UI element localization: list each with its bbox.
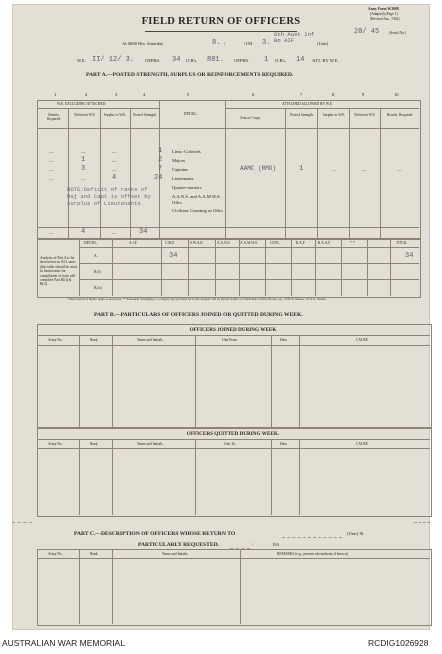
hdr-reinfts-right: Reinfts. Required. — [386, 113, 414, 117]
part-c-col-remarks: REMARKS (e.g., present whereabouts if known). — [277, 552, 349, 556]
reinfts-majors: — — [49, 158, 54, 163]
total-posted: 34 — [139, 228, 148, 236]
posted-majors: 2 — [158, 156, 163, 164]
joined-col-rank: Rank. — [90, 338, 99, 342]
group-right-label: ATTACHED ALLOWED BY W.E. — [282, 102, 333, 106]
posted-lt-col: 1 — [158, 147, 163, 155]
ors-value-2: 14 — [296, 56, 305, 64]
posted-captains: 7 — [158, 165, 163, 173]
offrs-label-2: OFFRS. — [234, 58, 250, 63]
quitted-col-date: Date. — [280, 442, 288, 446]
detail-col-swae: S.W.A.E. — [190, 241, 204, 245]
reinfts-lieutenants: — — [49, 176, 54, 181]
total-reinfts: — — [49, 230, 54, 235]
footer-id: RCDIG1026928 — [368, 638, 429, 648]
form-ref-line2: (Adapted) (Page 1) — [370, 12, 398, 16]
deficient-majors: 1 — [81, 156, 86, 164]
detail-col-cmf: C.M.F. — [165, 241, 175, 245]
we-value: II/ 12/ 3. — [92, 56, 135, 64]
part-c-title-2: PARTICULARLY REQUESTED. — [138, 542, 220, 548]
joined-title: OFFICERS JOINED DURING WEEK — [189, 327, 277, 333]
att-label: ATT. BY W.E. — [312, 58, 339, 63]
hdr-posted-left: Posted Strength. — [133, 113, 157, 117]
rank-lt-col: Lieut.-Colonels — [172, 149, 201, 154]
ors-label-2: O.R's. — [275, 58, 287, 63]
part-a-title: PART A.—POSTED STRENGTH, SURPLUS OR REINFORCEMENTS REQUIRED. — [86, 72, 294, 78]
total-surplus: — — [112, 230, 117, 235]
hdr-arm: Arm or Corps. — [240, 116, 261, 120]
part-c-date-sep: / — [252, 542, 254, 547]
deficient-captains: 3 — [81, 165, 86, 173]
col-number-5: 5 — [187, 92, 190, 97]
footer-credit: AUSTRALIAN WAR MEMORIAL — [2, 638, 125, 648]
col-number-3: 3 — [115, 92, 118, 97]
posted-lieutenants: 24 — [154, 174, 163, 182]
detail-col-raaf: R.A.A.F. — [318, 241, 331, 245]
col-number-9: 9 — [362, 92, 365, 97]
rank-majors: Majors — [172, 158, 186, 163]
hdr-deficient-right: Deficient W.E. — [354, 113, 376, 117]
col-number-7: 7 — [300, 92, 303, 97]
we-label: W.E. — [77, 58, 87, 63]
detail-col-label: DETAIL. — [84, 241, 98, 245]
part-c-table — [37, 549, 432, 626]
reinfts-lt-col: — — [49, 149, 54, 154]
year-label: /194 — [244, 41, 253, 46]
surplus-lieutenants: 4 — [112, 174, 117, 182]
offrs-label-1: OFFRS. — [145, 58, 161, 63]
attached-deficient: — — [362, 167, 367, 172]
detail-row-a: A. — [94, 254, 98, 258]
attached-arm: AAMC (RMO) — [240, 165, 277, 172]
part-c-unit-is: (Unit) IS — [347, 531, 364, 536]
group-left-label: W.E. EXCLUDING ATTACHED. — [57, 102, 107, 106]
surplus-captains: — — [112, 167, 117, 172]
detail-label: DETAIL. — [184, 112, 198, 116]
joined-col-army-no: Army No. — [48, 338, 63, 342]
form-ref-line1: Army Form W.3008 — [368, 7, 399, 11]
serial-label: (Serial No.) — [389, 31, 406, 35]
surplus-majors: — — [112, 158, 117, 163]
ors-value-1: 881. — [207, 56, 224, 64]
day-value: 8. — [212, 39, 221, 47]
col-number-8: 8 — [332, 92, 335, 97]
detail-col-raf: R.A.F. — [296, 241, 306, 245]
rank-qm: Quarter-masters — [172, 185, 202, 190]
year-value: 3. — [262, 39, 271, 47]
joined-col-cause: CAUSE. — [356, 338, 369, 342]
detail-a-aif: 34 — [169, 252, 178, 260]
form-title: FIELD RETURN OF OFFICERS — [141, 16, 301, 27]
form-ref-line3: (Revised Jan., 1944) — [370, 17, 400, 21]
analysis-note: Analysis of Part A to be shown here in ALL units (this table should be used, in Instructions for compilation of form will complete Part B(i)) & B(ii) — [40, 256, 78, 287]
hdr-surplus-right: Surplus to W.E. — [322, 113, 346, 117]
at-label: At 0600 Hrs. Saturday — [122, 41, 164, 46]
surplus-lt-col: — — [112, 149, 117, 154]
quitted-col-name: Name and Initials. — [137, 442, 164, 446]
rank-aans: A.A.N.S. and A.A.M.W.S. Offrs — [172, 194, 221, 205]
detail-row-bii: B.(ii) — [94, 286, 102, 290]
unit-value: 6th Aust Inf Bn AIF — [274, 31, 315, 44]
detail-col-aans: A.A.N.S. — [217, 241, 231, 245]
attached-surplus: — — [332, 167, 337, 172]
col-number-10: 10 — [394, 92, 399, 97]
month-sep: / — [224, 41, 226, 46]
hdr-surplus-left: Surplus to W.E. — [103, 113, 127, 117]
reinfts-captains: — — [49, 167, 54, 172]
quitted-col-cause: CAUSE. — [356, 442, 369, 446]
strength-note: NOTE:Deficit of ranks of Maj and Capt is offset by surplus of Lieutenants — [67, 186, 151, 207]
quitted-col-rank: Rank. — [90, 442, 99, 446]
offrs-value-2: 1 — [264, 56, 269, 64]
part-a-footnote: * Insert detail of higher ranks as necessary. ** Personnel belonging to a category not provided for in the analysis will be shown in this col. Particulars will be shown, e.g., 20 R.N. Nurses; 10 W.A. Nurses. — [67, 297, 327, 301]
part-c-title-1: PART C.—DESCRIPTION OF OFFICERS WHOSE RETURN TO — [74, 531, 236, 537]
part-c-col-name: Name and Initials. — [162, 552, 189, 556]
detail-row-bi: B.(i) — [94, 270, 101, 274]
part-c-col-rank: Rank. — [90, 552, 99, 556]
joined-col-name: Name and Initials. — [137, 338, 164, 342]
part-b-title: PART B.—PARTICULARS OF OFFICERS JOINED OR QUITTED DURING WEEK. — [94, 312, 303, 318]
col-number-6: 6 — [252, 92, 255, 97]
rank-captains: Captains — [172, 167, 189, 172]
offrs-value-1: 34 — [172, 56, 181, 64]
detail-col-other: * * — [350, 241, 355, 245]
col-number-4: 4 — [143, 92, 146, 97]
detail-col-civil: CIVIL. — [270, 241, 281, 245]
quitted-col-unit: Unit To. — [224, 442, 236, 446]
joined-col-date: Date. — [280, 338, 288, 342]
quitted-table — [37, 427, 432, 517]
attached-posted: 1 — [299, 165, 304, 173]
col-number-2: 2 — [85, 92, 88, 97]
total-deficient: 4 — [81, 228, 86, 236]
unit-label: (Unit) — [317, 41, 329, 46]
attached-reinfts: — — [397, 167, 402, 172]
deficient-lt-col: — — [81, 149, 86, 154]
part-c-col-army-no: Army No. — [48, 552, 63, 556]
detail-a-total: 34 — [405, 252, 414, 260]
quitted-title: OFFICERS QUITTED DURING WEEK. — [186, 431, 280, 437]
joined-col-unit: Unit From. — [222, 338, 238, 342]
hdr-deficient-left: Deficient W.E. — [74, 113, 96, 117]
hdr-reinfts-left: Reinfts. Required. — [46, 113, 62, 122]
form-sheet — [12, 4, 430, 630]
hdr-posted-right: Posted Strength. — [290, 113, 314, 117]
ors-label-1: O.R's. — [186, 58, 198, 63]
detail-col-total: TOTAL — [396, 241, 408, 245]
detail-col-aamws: A.A.M.W.S. — [240, 241, 258, 245]
col-number-1: 1 — [54, 92, 57, 97]
detail-col-aif: A.I.F. — [129, 241, 138, 245]
part-c-year: 194 — [272, 542, 279, 547]
rank-civilians: Civilians Counting as Offrs. — [172, 208, 224, 213]
rank-lieutenants: Lieutenants — [172, 176, 194, 181]
quitted-col-army-no: Army No. — [48, 442, 63, 446]
serial-number: 20/ 45 — [354, 28, 380, 36]
deficient-lieutenants: — — [81, 176, 86, 181]
